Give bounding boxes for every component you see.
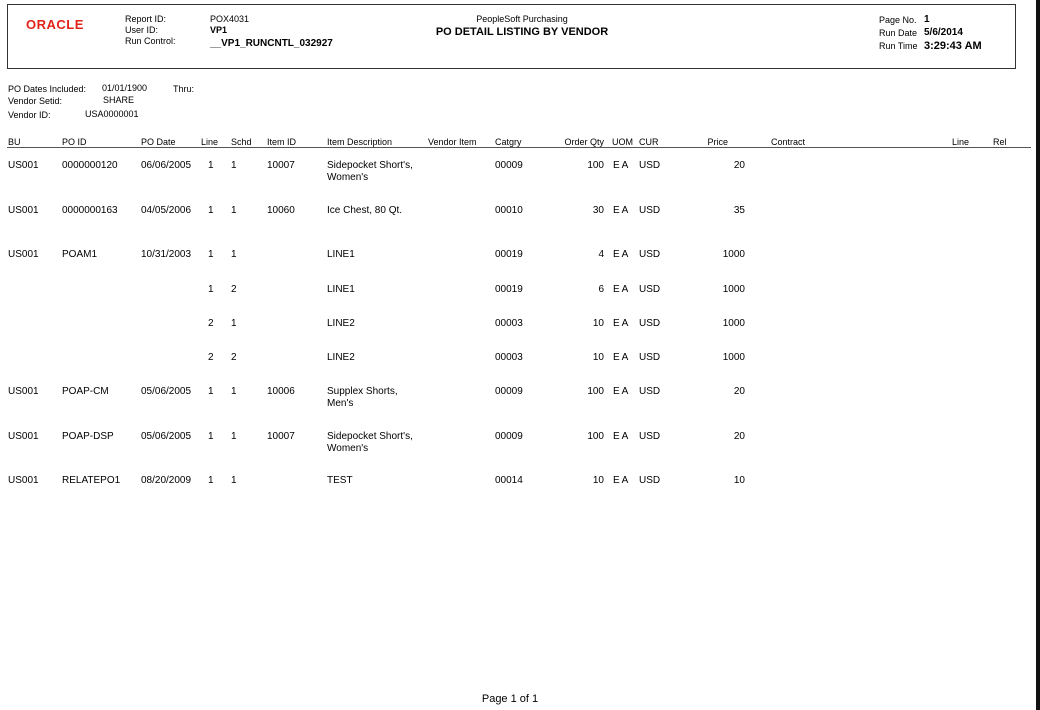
cell-item-id: 10007 <box>267 160 295 171</box>
user-id-value: VP1 <box>210 25 228 35</box>
cell-schd: 1 <box>231 160 237 171</box>
vendor-id-label: Vendor ID: <box>8 110 51 120</box>
cell-schd: 1 <box>231 475 237 486</box>
page-no-label: Page No. <box>879 15 917 25</box>
oracle-logo: ORACLE <box>26 17 84 32</box>
cell-line: 2 <box>208 318 214 329</box>
cell-po-date: 10/31/2003 <box>141 249 192 260</box>
cell-cur: USD <box>639 386 661 397</box>
cell-order-qty: 100 <box>587 160 604 171</box>
col-header-po-id: PO ID <box>62 137 87 147</box>
cell-order-qty: 10 <box>592 352 604 363</box>
cell-bu: US001 <box>8 205 39 216</box>
cell-cur: USD <box>639 318 661 329</box>
cell-price: 1000 <box>722 352 745 363</box>
report-title: PO DETAIL LISTING BY VENDOR <box>435 26 609 38</box>
cell-schd: 2 <box>231 284 237 295</box>
cell-catgry: 00003 <box>495 352 523 363</box>
cell-cur: USD <box>639 431 661 442</box>
cell-po-date: 05/06/2005 <box>141 431 192 442</box>
cell-price: 20 <box>733 160 745 171</box>
col-header-vendor-item: Vendor Item <box>428 137 477 147</box>
cell-catgry: 00019 <box>495 249 523 260</box>
cell-po-date: 05/06/2005 <box>141 386 192 397</box>
cell-bu: US001 <box>8 431 39 442</box>
cell-catgry: 00009 <box>495 386 523 397</box>
run-date-value: 5/6/2014 <box>924 27 963 38</box>
cell-po-id: RELATEPO1 <box>62 475 121 486</box>
cell-line: 1 <box>208 431 214 442</box>
col-header-order-qty: Order Qty <box>564 137 604 147</box>
cell-catgry: 00019 <box>495 284 523 295</box>
cell-item-desc: LINE2 <box>327 318 355 329</box>
col-header-cur: CUR <box>639 137 659 147</box>
page-edge <box>1036 0 1040 710</box>
cell-bu: US001 <box>8 160 39 171</box>
cell-schd: 1 <box>231 431 237 442</box>
run-time-label: Run Time <box>879 41 918 51</box>
cell-item-id: 10007 <box>267 431 295 442</box>
cell-item-desc: LINE2 <box>327 352 355 363</box>
cell-po-id: 0000000120 <box>62 160 118 171</box>
col-header-bu: BU <box>8 137 21 147</box>
run-control-label: Run Control: <box>125 36 176 46</box>
page-footer: Page 1 of 1 <box>481 693 539 705</box>
cell-item-desc: Sidepocket Short's, <box>327 160 413 171</box>
app-name: PeopleSoft Purchasing <box>476 14 568 24</box>
cell-po-id: POAM1 <box>62 249 98 260</box>
cell-uom: EA <box>613 352 631 363</box>
cell-item-desc-line2: Women's <box>327 443 369 454</box>
cell-item-desc: TEST <box>327 475 353 486</box>
cell-catgry: 00009 <box>495 160 523 171</box>
cell-uom: EA <box>613 205 631 216</box>
cell-catgry: 00003 <box>495 318 523 329</box>
cell-order-qty: 100 <box>587 431 604 442</box>
cell-po-date: 06/06/2005 <box>141 160 192 171</box>
cell-uom: EA <box>613 386 631 397</box>
cell-line: 1 <box>208 386 214 397</box>
user-id-label: User ID: <box>125 25 159 35</box>
cell-po-id: POAP-CM <box>62 386 109 397</box>
cell-line: 1 <box>208 160 214 171</box>
cell-po-id: POAP-DSP <box>62 431 114 442</box>
cell-item-desc: LINE1 <box>327 284 355 295</box>
cell-item-desc-line2: Men's <box>327 398 354 409</box>
cell-schd: 1 <box>231 205 237 216</box>
col-header-contract-line: Line <box>952 137 970 147</box>
cell-order-qty: 4 <box>598 249 604 260</box>
col-header-schd: Schd <box>231 137 252 147</box>
cell-item-id: 10060 <box>267 205 295 216</box>
cell-schd: 1 <box>231 386 237 397</box>
cell-uom: EA <box>613 318 631 329</box>
cell-cur: USD <box>639 160 661 171</box>
cell-cur: USD <box>639 205 661 216</box>
cell-order-qty: 10 <box>592 318 604 329</box>
cell-catgry: 00010 <box>495 205 523 216</box>
cell-schd: 2 <box>231 352 237 363</box>
run-time-value: 3:29:43 AM <box>924 40 982 52</box>
cell-order-qty: 6 <box>598 284 604 295</box>
run-date-label: Run Date <box>879 28 918 38</box>
cell-order-qty: 30 <box>592 205 604 216</box>
header-rule <box>7 147 1031 148</box>
cell-price: 1000 <box>722 318 745 329</box>
cell-bu: US001 <box>8 249 39 260</box>
cell-uom: EA <box>613 431 631 442</box>
cell-price: 1000 <box>722 249 745 260</box>
col-header-item-desc: Item Description <box>327 137 393 147</box>
cell-cur: USD <box>639 249 661 260</box>
cell-order-qty: 100 <box>587 386 604 397</box>
col-header-line: Line <box>201 137 219 147</box>
cell-price: 20 <box>733 431 745 442</box>
cell-price: 20 <box>733 386 745 397</box>
col-header-po-date: PO Date <box>141 137 176 147</box>
po-dates-from: 01/01/1900 <box>102 83 148 93</box>
run-control-value: __VP1_RUNCNTL_032927 <box>210 38 333 49</box>
thru-label: Thru: <box>173 84 195 94</box>
cell-cur: USD <box>639 352 661 363</box>
cell-schd: 1 <box>231 318 237 329</box>
col-header-uom: UOM <box>612 137 633 147</box>
cell-po-date: 04/05/2006 <box>141 205 192 216</box>
cell-line: 1 <box>208 205 214 216</box>
cell-line: 1 <box>208 475 214 486</box>
cell-bu: US001 <box>8 386 39 397</box>
cell-item-desc: LINE1 <box>327 249 355 260</box>
cell-uom: EA <box>613 284 631 295</box>
col-header-item-id: Item ID <box>267 137 297 147</box>
vendor-id-value: USA0000001 <box>85 109 139 119</box>
cell-line: 1 <box>208 284 214 295</box>
cell-catgry: 00009 <box>495 431 523 442</box>
cell-price: 35 <box>733 205 745 216</box>
cell-item-desc-line2: Women's <box>327 172 369 183</box>
page-no-value: 1 <box>924 14 930 25</box>
cell-bu: US001 <box>8 475 39 486</box>
cell-order-qty: 10 <box>592 475 604 486</box>
vendor-setid-value: SHARE <box>103 95 135 105</box>
col-header-catgry: Catgry <box>495 137 522 147</box>
col-header-price: Price <box>707 137 728 147</box>
cell-price: 10 <box>733 475 745 486</box>
cell-item-desc: Sidepocket Short's, <box>327 431 413 442</box>
vendor-setid-label: Vendor Setid: <box>8 96 63 106</box>
col-header-contract: Contract <box>771 137 806 147</box>
cell-po-date: 08/20/2009 <box>141 475 192 486</box>
report-id-value: POX4031 <box>210 14 250 24</box>
cell-uom: EA <box>613 475 631 486</box>
cell-cur: USD <box>639 284 661 295</box>
col-header-rel: Rel <box>993 137 1007 147</box>
cell-item-desc: Ice Chest, 80 Qt. <box>327 205 403 216</box>
po-dates-label: PO Dates Included: <box>8 84 87 94</box>
cell-po-id: 0000000163 <box>62 205 118 216</box>
cell-line: 2 <box>208 352 214 363</box>
cell-uom: EA <box>613 249 631 260</box>
cell-item-id: 10006 <box>267 386 295 397</box>
cell-line: 1 <box>208 249 214 260</box>
cell-price: 1000 <box>722 284 745 295</box>
cell-catgry: 00014 <box>495 475 523 486</box>
cell-uom: EA <box>613 160 631 171</box>
cell-cur: USD <box>639 475 661 486</box>
cell-item-desc: Supplex Shorts, <box>327 386 398 397</box>
report-id-label: Report ID: <box>125 14 167 24</box>
cell-schd: 1 <box>231 249 237 260</box>
